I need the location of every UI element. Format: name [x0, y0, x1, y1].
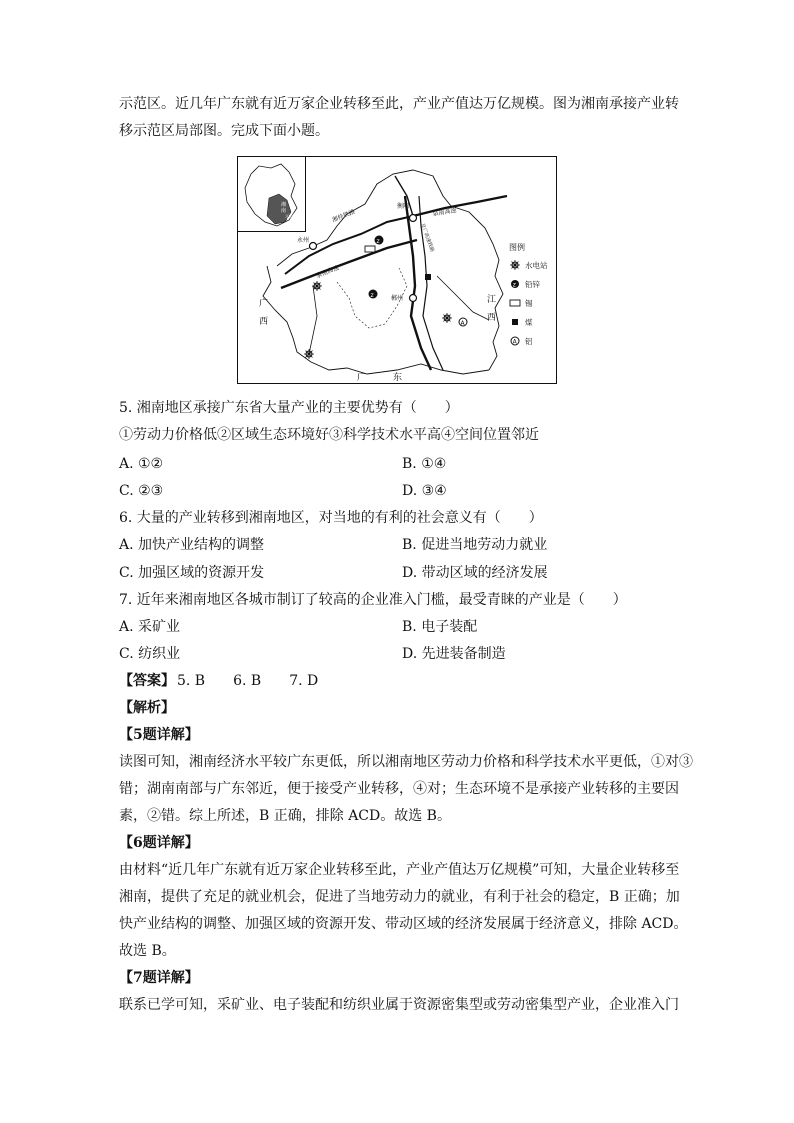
coal-icon	[425, 274, 431, 280]
q5-option-b: B. ①④	[402, 456, 447, 472]
tin-icon	[365, 246, 375, 252]
q5-detail-line-3: 素，②错。综上所述，B 正确，排除 ACD。故选 B。	[119, 808, 451, 824]
answer-label: 【答案】	[119, 673, 175, 689]
q6-detail-line-1: 由材料“近几年广东就有近万家企业转移至此，产业产值达万亿规模”可知，大量企业转移至	[119, 862, 680, 878]
label-guangxi-1: 广	[259, 299, 269, 309]
svg-text:A: A	[460, 320, 465, 327]
label-guangxi-2: 西	[259, 317, 269, 327]
answer-5: 5. B	[177, 673, 206, 689]
q5-detail-line-2: 错；湖南南部与广东邻近，便于接受产业转移，④对；生态环境不是承接产业转移的主要因	[119, 781, 679, 797]
q5-option-d: D. ③④	[402, 483, 447, 499]
label-guangdong-1: 广	[357, 373, 367, 383]
q5-detail-line-1: 读图可知，湘南经济水平较广东更低，所以湘南地区劳动力价格和科学技术水平更低，①对③	[119, 754, 693, 770]
q6-stem: 6. 大量的产业转移到湘南地区，对当地的有利的社会意义有（ ）	[119, 510, 543, 526]
legend-label-tin: 锡	[525, 299, 533, 308]
q7-stem: 7. 近年来湘南地区各城市制订了较高的企业准入门槛，最受青睐的产业是（ ）	[119, 592, 627, 608]
intro-line-1: 示范区。近几年广东就有近万家企业转移至此，产业产值达万亿规模。图为湘南承接产业转	[119, 96, 679, 112]
q5-stem: 5. 湘南地区承接广东省大量产业的主要优势有（ ）	[119, 400, 459, 416]
q6-detail-line-4: 故选 B。	[119, 943, 176, 959]
label-yongzhou: 永州	[297, 237, 310, 244]
hydropower-icon	[312, 281, 322, 291]
label-jingguang-railway: 京广高速铁路	[419, 222, 436, 253]
q6-detail-line-3: 快产业结构的调整、加强区域的资源开发、带动区域的经济发展属于经济意义，排除 ACD。	[119, 916, 688, 932]
legend-label-lead-zinc: 铅锌	[525, 280, 540, 289]
analysis-label: 【解析】	[119, 700, 175, 716]
inset-label-3: 示范区	[285, 214, 301, 220]
q5-detail-heading: 【5题详解】	[119, 727, 199, 743]
q6-option-d: D. 带动区域的经济发展	[402, 565, 548, 581]
label-xianggui-railway: 湘桂铁路	[331, 208, 357, 224]
q6-option-a: A. 加快产业结构的调整	[119, 537, 265, 553]
q7-detail-line-1: 联系已学可知，采矿业、电子装配和纺织业属于资源密集型或劳动密集型产业，企业准入门	[119, 997, 679, 1013]
label-jiangxi-1: 江	[487, 295, 497, 305]
q6-option-c: C. 加强区域的资源开发	[119, 565, 265, 581]
answer-6: 6. B	[233, 673, 262, 689]
inset-map	[238, 157, 306, 232]
inset-label-2: 南	[281, 208, 287, 214]
label-quannan-east: 泉南高速	[432, 206, 457, 218]
legend-title: 图例	[509, 243, 525, 252]
coal-icon	[512, 319, 518, 325]
q5-sub: ①劳动力价格低②区域生态环境好③科学技术水平高④空间位置邻近	[119, 427, 539, 443]
label-hengyang: 衡阳	[397, 203, 410, 210]
q7-option-a: A. 采矿业	[119, 619, 181, 635]
svg-text:z: z	[512, 281, 516, 289]
intro-line-2: 移示范区局部图。完成下面小题。	[119, 123, 329, 139]
answer-7: 7. D	[289, 673, 319, 689]
aluminum-icon	[511, 337, 519, 346]
q6-detail-line-2: 湘南，提供了充足的就业机会，促进了当地劳动力的就业，有利于社会的稳定，B 正确；加	[119, 889, 680, 905]
q6-option-b: B. 促进当地劳动力就业	[402, 537, 548, 553]
chenzhou-city	[410, 295, 417, 302]
hengyang-city	[410, 215, 417, 222]
legend-label-coal: 煤	[525, 318, 533, 327]
q7-option-b: B. 电子装配	[402, 619, 478, 635]
inset-label-1: 湘	[281, 202, 287, 208]
label-guangdong-2: 东	[393, 373, 403, 383]
map-figure	[237, 156, 557, 384]
hydropower-icon	[510, 260, 520, 270]
hydropower-icon	[304, 349, 314, 359]
answer-line	[119, 671, 318, 691]
yongzhou-city	[310, 243, 317, 250]
q7-option-d: D. 先进装备制造	[402, 646, 506, 662]
map-svg	[237, 156, 557, 384]
tin-icon	[510, 300, 520, 306]
q5-option-c: C. ②③	[119, 483, 164, 499]
label-chenzhou: 郴州	[391, 295, 404, 302]
svg-text:z: z	[370, 292, 374, 299]
label-jiangxi-2: 西	[487, 313, 497, 323]
svg-text:A: A	[512, 338, 517, 346]
q6-detail-heading: 【6题详解】	[119, 835, 199, 851]
legend-label-hydropower: 水电站	[525, 261, 548, 270]
label-quannan-west: 泉南高速	[315, 264, 341, 280]
hydropower-icon	[442, 313, 452, 323]
legend-label-aluminum: 铝	[525, 337, 533, 346]
svg-text:z: z	[376, 238, 380, 245]
q7-option-c: C. 纺织业	[119, 646, 181, 662]
q5-option-a: A. ①②	[119, 456, 164, 472]
q7-detail-heading: 【7题详解】	[119, 970, 199, 986]
